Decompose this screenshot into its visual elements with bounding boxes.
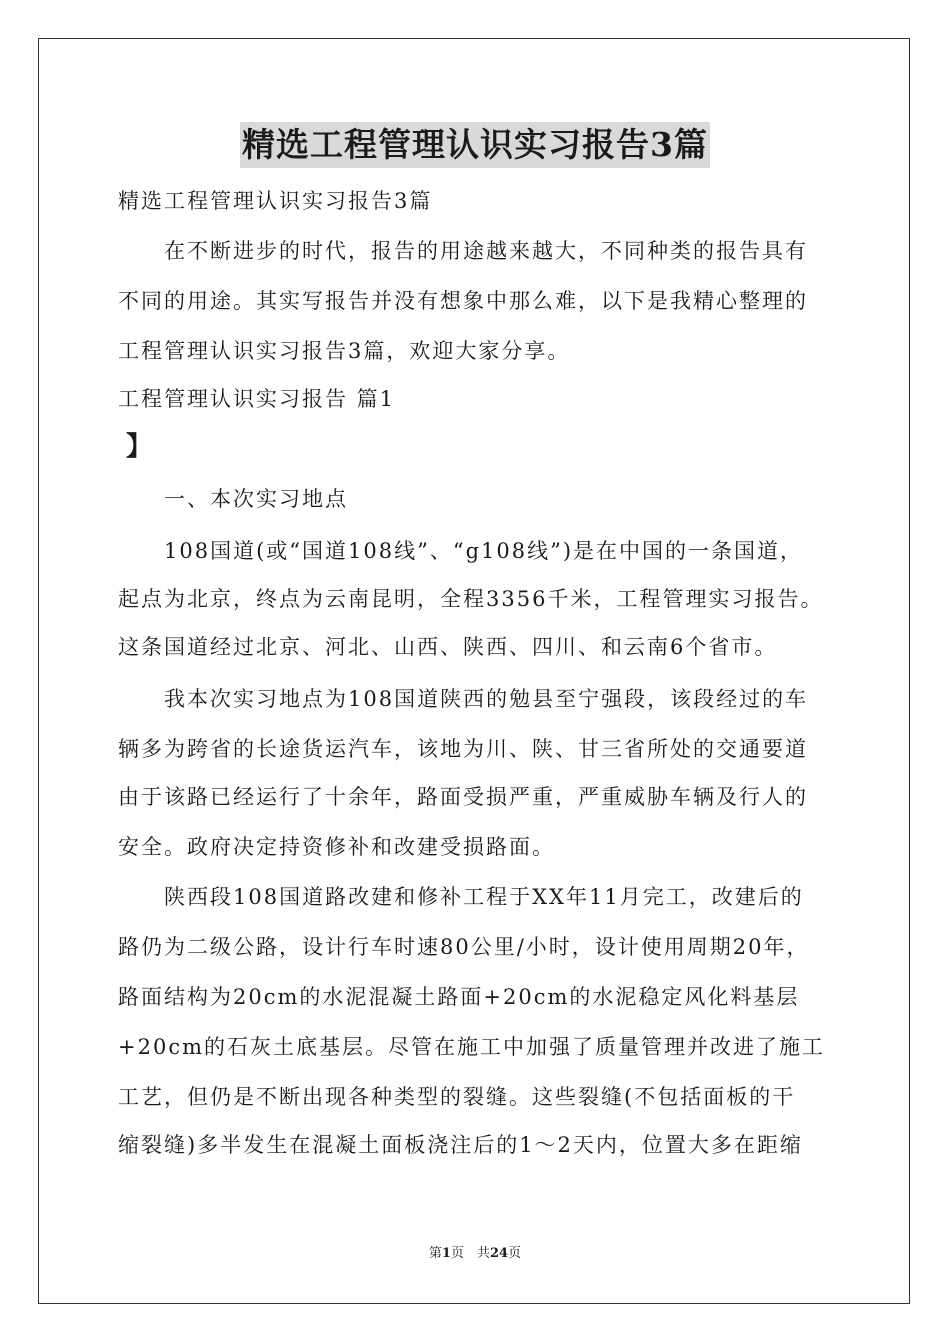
page-mid: 页 共 [450, 1246, 490, 1261]
subsection-heading: 一、本次实习地点 [164, 487, 348, 511]
page-border [38, 38, 910, 1304]
paragraph-line: 路面结构为20cm的水泥混凝土路面+20cm的水泥稳定风化料基层 [118, 985, 800, 1009]
paragraph-line: 安全。政府决定持资修补和改建受损路面。 [118, 835, 555, 859]
page-total: 24 [489, 1246, 509, 1261]
page-footer [0, 1246, 950, 1262]
paragraph-line: 这条国道经过北京、河北、山西、陕西、四川、和云南6个省市。 [118, 635, 778, 659]
paragraph-line: 工艺，但仍是不断出现各种类型的裂缝。这些裂缝(不包括面板的干 [118, 1085, 796, 1109]
paragraph-line: +20cm的石灰土底基层。尽管在施工中加强了质量管理并改进了施工 [118, 1035, 825, 1059]
paragraph-line: 辆多为跨省的长途货运汽车，该地为川、陕、甘三省所处的交通要道 [118, 737, 808, 761]
title-container [0, 122, 950, 168]
paragraph-line: 我本次实习地点为108国道陕西的勉县至宁强段，该段经过的车 [164, 687, 809, 711]
paragraph-line: 由于该路已经运行了十余年，路面受损严重，严重威胁车辆及行人的 [118, 785, 808, 809]
paragraph-line: 起点为北京，终点为云南昆明，全程3356千米，工程管理实习报告。 [118, 587, 824, 611]
bracket-mark: 】 [126, 432, 153, 462]
page-current: 1 [441, 1246, 451, 1261]
paragraph-line: 不同的用途。其实写报告并没有想象中那么难，以下是我精心整理的 [118, 289, 808, 313]
paragraph-line: 工程管理认识实习报告3篇，欢迎大家分享。 [118, 339, 571, 363]
paragraph-line: 路仍为二级公路，设计行车时速80公里/小时，设计使用周期20年， [118, 935, 810, 959]
paragraph-line: 108国道(或“国道108线”、“g108线”)是在中国的一条国道， [164, 539, 804, 563]
paragraph-line: 在不断进步的时代，报告的用途越来越大，不同种类的报告具有 [164, 239, 808, 263]
paragraph-line: 缩裂缝)多半发生在混凝土面板浇注后的1～2天内，位置大多在距缩 [118, 1133, 803, 1157]
document-subtitle: 精选工程管理认识实习报告3篇 [118, 189, 433, 213]
page-prefix: 第 [428, 1246, 442, 1261]
page-suffix: 页 [508, 1246, 522, 1261]
section-heading: 工程管理认识实习报告 篇1 [118, 387, 396, 411]
paragraph-line: 陕西段108国道路改建和修补工程于XX年11月完工，改建后的 [164, 885, 804, 909]
document-title: 精选工程管理认识实习报告3篇 [240, 122, 710, 168]
